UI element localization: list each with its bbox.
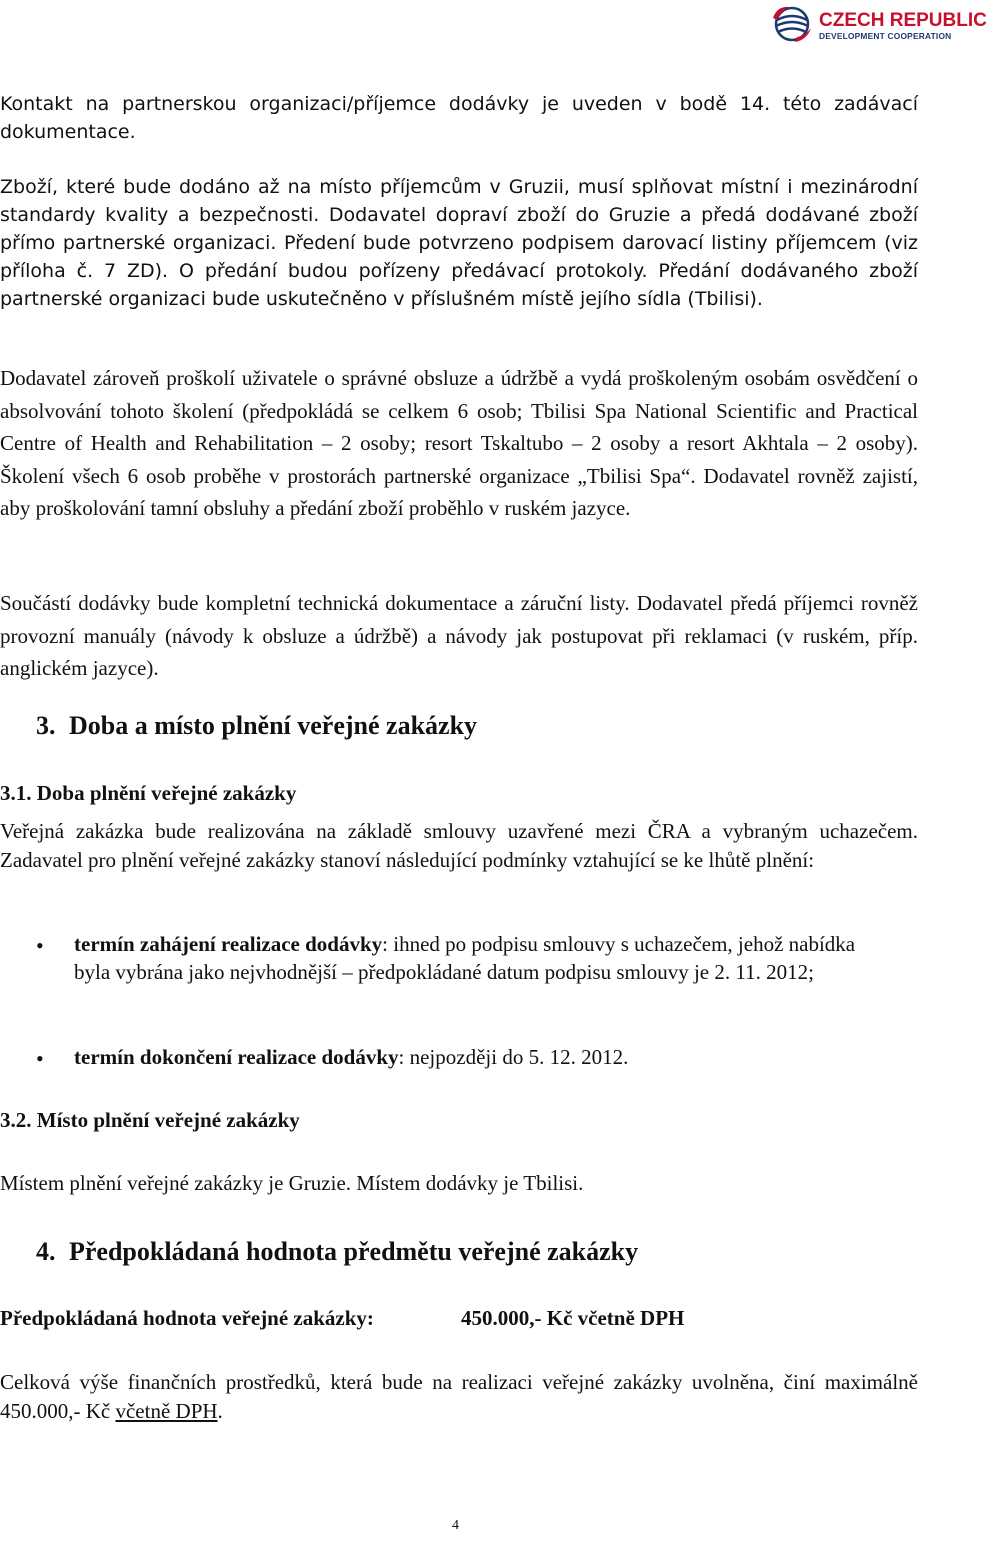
paragraph-goods-delivery: Zboží, které bude dodáno až na místo příjemcům v Gruzii, musí splňovat místní i mezinárodní standardy kvality a bezpečnosti. Dodavatel dopraví zboží do Gruzie a předá dodávané zboží přímo partnerské organizaci. Předení bude potvrzeno podpisem darovací listiny příjemcem (viz příloha č. 7 ZD). O předání budou pořízeny předávací protokoly. Předání dodávaného zboží partnerské organizaci bude uskutečněno v příslušném místě jejího sídla (Tbilisi). xyxy=(0,176,918,310)
section-3-2-heading: 3.2. Místo plnění veřejné zakázky xyxy=(0,1108,300,1132)
paragraph-training: Dodavatel zároveň proškolí uživatele o správné obsluze a údržbě a vydá proškoleným osobám osvědčení o absolvování tohoto školení (předpokládá se celkem 6 osob; Tbilisi Spa National Scientific and Practical Centre of Health and Rehabilitation – 2 osoby; resort Tskaltubo – 2 osoby a resort Akhtala – 2 osoby). Školení všech 6 osob proběhe v prostorách partnerské organizace „Tbilisi Spa“. Dodavatel rovněž zajistí, aby proškolování tamní obsluhy a předání zboží proběhlo v ruském jazyce. xyxy=(0,366,918,520)
bullet-text xyxy=(74,931,894,986)
bullet-icon: • xyxy=(36,933,44,958)
logo xyxy=(771,4,987,44)
paragraph-contact: Kontakt na partnerskou organizaci/příjemce dodávky je uveden v bodě 14. této zadávací dokumentace. xyxy=(0,93,918,143)
estimated-value-label: Předpokládaná hodnota veřejné zakázky: xyxy=(0,1306,374,1330)
section-3-number: 3. xyxy=(36,711,56,740)
page-number: 4 xyxy=(452,1518,459,1533)
bullet-text xyxy=(74,1044,894,1072)
section-4-number: 4. xyxy=(36,1237,56,1266)
paragraph-performance-time: Veřejná zakázka bude realizována na základě smlouvy uzavřené mezi ČRA a vybraným uchazečem. Zadavatel pro plnění veřejné zakázky stanoví následující podmínky vztahující se ke lhůtě plnění: xyxy=(0,819,918,872)
paragraph-total-funds xyxy=(0,1368,918,1425)
logo-title: CZECH REPUBLIC xyxy=(819,10,987,31)
paragraph-place-of-performance: Místem plnění veřejné zakázky je Gruzie. Místem dodávky je Tbilisi. xyxy=(0,1171,584,1195)
section-4-title: Předpokládaná hodnota předmětu veřejné zakázky xyxy=(69,1237,639,1266)
bullet-body: : ihned po podpisu smlouvy s uchazečem, jehož nabídka byla vybrána jako nejvhodnější – předpokládané datum podpisu smlouvy je 2. 11. 2012; xyxy=(74,932,856,984)
total-funds-text: Celková výše finančních prostředků, která bude na realizaci veřejné zakázky uvolněna, činí maximálně 450.000,- Kč xyxy=(0,1370,918,1423)
section-3-title: Doba a místo plnění veřejné zakázky xyxy=(69,711,478,740)
total-funds-vat: včetně DPH xyxy=(115,1398,218,1423)
bullet-label: termín zahájení realizace dodávky xyxy=(74,932,383,956)
total-funds-end: . xyxy=(217,1398,223,1423)
bullet-icon: • xyxy=(36,1046,44,1071)
bullet-body: : nejpozději do 5. 12. 2012. xyxy=(398,1045,629,1069)
section-4-heading xyxy=(36,1236,954,1268)
bullet-label: termín dokončení realizace dodávky xyxy=(74,1045,399,1069)
section-3-1-heading: 3.1. Doba plnění veřejné zakázky xyxy=(0,781,297,805)
section-3-heading xyxy=(36,710,954,742)
logo-subtitle: DEVELOPMENT COOPERATION xyxy=(819,31,952,41)
globe-logo-icon xyxy=(771,4,813,44)
estimated-value-amount: 450.000,- Kč včetně DPH xyxy=(461,1306,685,1330)
paragraph-documentation: Součástí dodávky bude kompletní technická dokumentace a záruční listy. Dodavatel předá příjemci rovněž provozní manuály (návody k obsluze a údržbě) a návody jak postupovat při reklamaci (v ruském, příp. anglickém jazyce). xyxy=(0,591,918,680)
